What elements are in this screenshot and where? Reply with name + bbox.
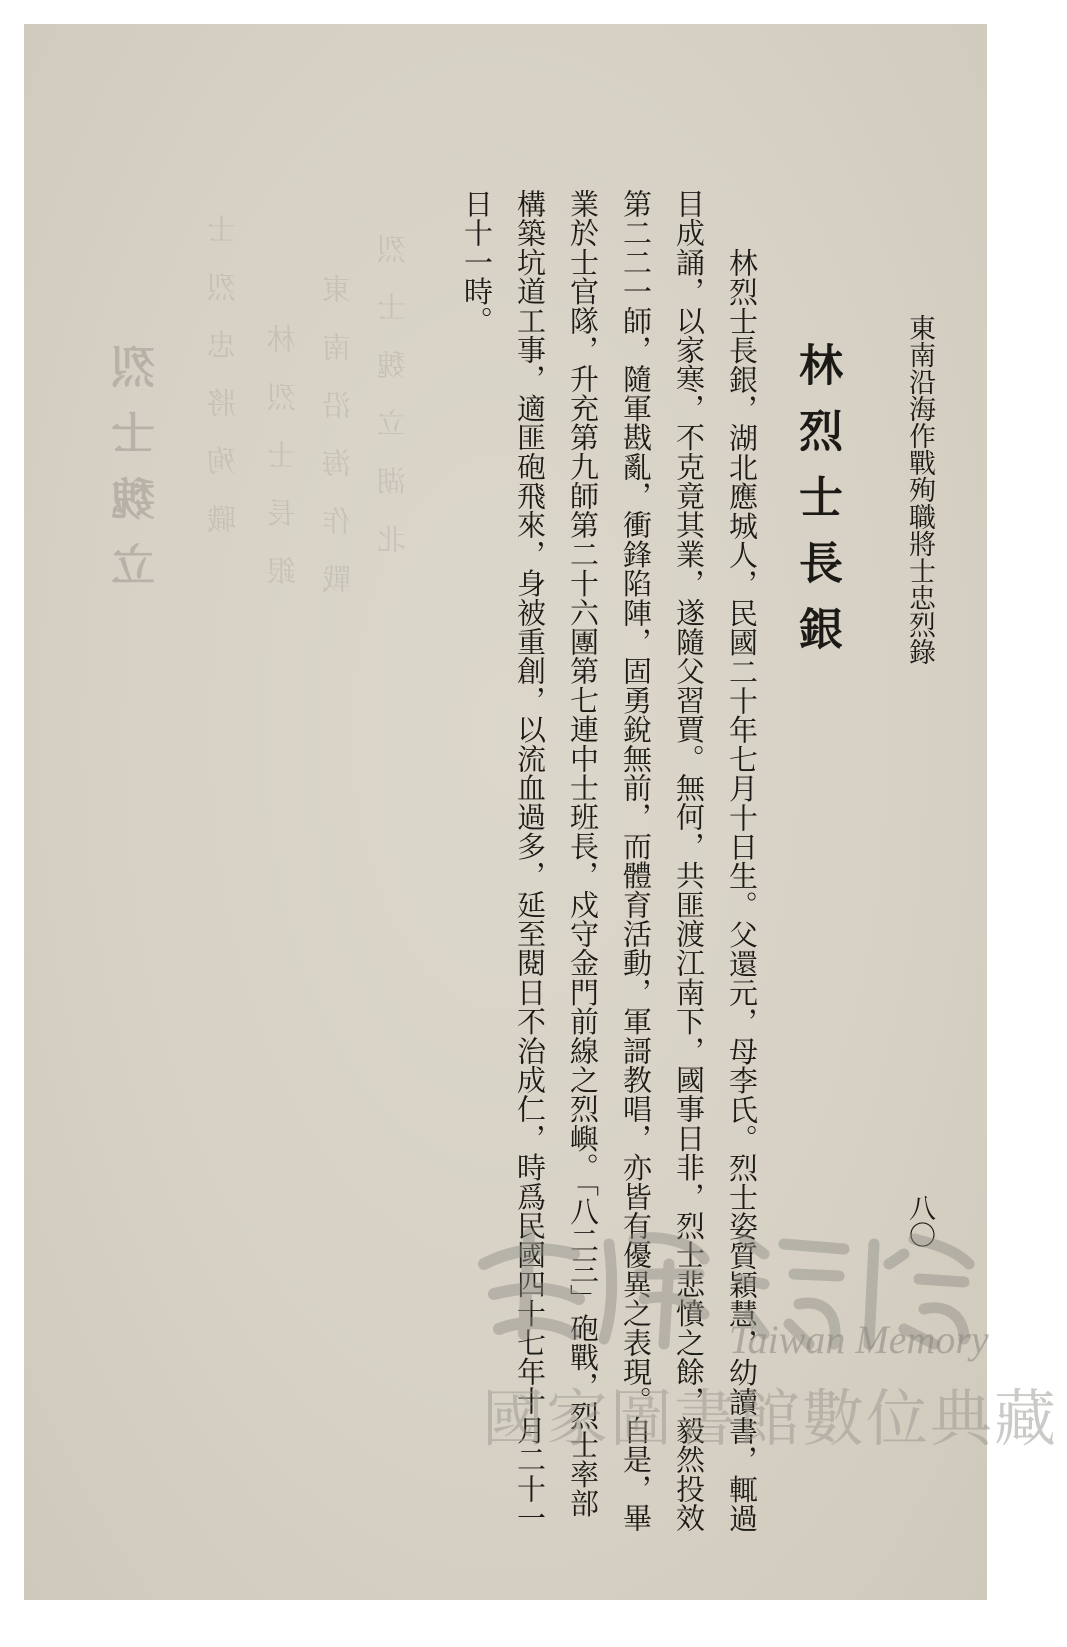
- watermark: [464, 1204, 1059, 1464]
- article-title: 林烈士長銀: [791, 342, 842, 672]
- bleed-through-text: 林 烈 士 長 銀: [266, 324, 300, 585]
- watermark-chinese: 國家圖書館數位典藏: [482, 1382, 1059, 1455]
- page-number: 八〇: [904, 1194, 935, 1248]
- body-column: 林烈士長銀，湖北應城人，民國二十年七月十日生。父還元，母李氏。烈士姿質穎慧，幼讀書，輒過: [725, 248, 759, 1533]
- body-column: 業於士官隊，升充第九師第二十六團第七連中士班長，戍守金門前線之烈嶼。「八二三」砲戰，烈士率部: [566, 189, 600, 1518]
- body-column: 構築坑道工事，適匪砲飛來，身被重創，以流血過多，延至閱日不治成仁，時爲民國四十七年十月二十一: [513, 189, 547, 1533]
- bleed-through-text: 東 南 沿 海 作 戰: [321, 274, 355, 593]
- bleed-through-text: 士 烈 忠 將 殉 職: [206, 214, 240, 533]
- book-page: [24, 24, 1059, 1600]
- bleed-through-text: 烈 士 魏 立 湖 北: [376, 234, 410, 553]
- body-column: 第二二一師，隨軍戡亂，衝鋒陷陣，固勇銳無前，而體育活動，軍謌教唱，亦皆有優異之表現。自是，畢: [619, 189, 653, 1533]
- body-column: 目成誦，以家寒，不克竟其業，遂隨父習賈。無何，共匪渡江南下，國事日非，烈士悲憤之餘，毅然投效: [672, 189, 706, 1533]
- watermark-english: Taiwan Memory: [729, 1317, 989, 1362]
- bleed-through-title: 烈士魏立: [112, 344, 163, 608]
- body-column: 日十一時。: [460, 189, 494, 335]
- running-head: 東南沿海作戰殉職將士忠烈錄: [904, 314, 935, 665]
